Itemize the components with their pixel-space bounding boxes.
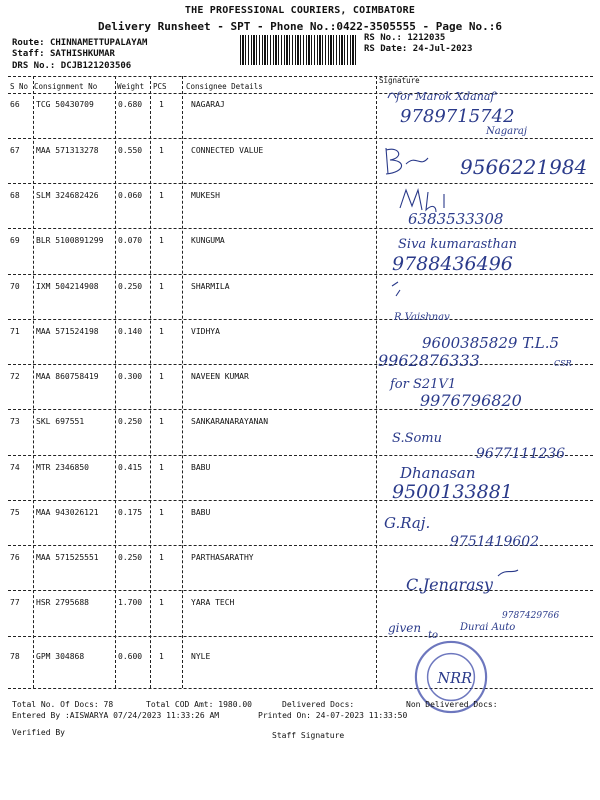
handwritten-name: R.Vaishnav <box>394 312 450 323</box>
row-weight: 0.550 <box>118 146 143 155</box>
rs-date-label: RS Date: <box>364 44 408 54</box>
drs-value: DCJB121203506 <box>60 61 132 71</box>
non-delivered-docs-label: Non Delivered Docs: <box>406 700 498 709</box>
handwritten-phone: 9751419602 <box>450 534 540 550</box>
handwritten-phone: 9788436496 <box>392 253 513 275</box>
handwritten-name: S.Somu <box>392 431 443 446</box>
table-bottom-rule <box>8 688 593 689</box>
handwritten-phone: 9789715742 <box>400 106 515 127</box>
col-rule <box>33 76 34 688</box>
rs-date-line <box>364 44 472 54</box>
handwritten-signature <box>378 320 593 368</box>
drs-line <box>12 61 131 71</box>
row-consignment: TCG 50430709 <box>36 100 94 109</box>
ink-stroke <box>400 190 444 212</box>
staff-label: Staff: <box>12 49 45 59</box>
row-weight: 0.175 <box>118 508 143 517</box>
handwritten-note: for Marok Xdanaf' <box>396 90 498 103</box>
row-pcs: 1 <box>159 598 164 607</box>
staff-line <box>12 49 115 59</box>
row-weight: 0.415 <box>118 463 143 472</box>
row-weight: 0.250 <box>118 282 143 291</box>
row-pcs: 1 <box>159 327 164 336</box>
route-value: CHINNAMETTUPALAYAM <box>49 38 148 48</box>
col-rule <box>376 76 377 688</box>
total-docs-label: Total No. Of Docs: <box>12 700 99 709</box>
row-sno: 77 <box>10 598 20 607</box>
handwritten-phone: 6383533308 <box>408 210 504 228</box>
printed-on: Printed On: 24-07-2023 11:33:50 <box>258 711 408 720</box>
row-sno: 72 <box>10 372 20 381</box>
row-pcs: 1 <box>159 417 164 426</box>
handwritten-name: Siva kumarasthan <box>398 237 517 252</box>
row-consignment: GPM 304868 <box>36 652 85 661</box>
row-sno: 73 <box>10 417 20 426</box>
handwritten-name: Dhanasan <box>400 464 476 482</box>
row-pcs: 1 <box>159 191 164 200</box>
drs-label: DRS No.: <box>12 61 56 71</box>
row-sno: 74 <box>10 463 20 472</box>
row-consignment: MAA 571524198 <box>36 327 99 336</box>
handwritten-name: C.Jenarasy <box>406 575 493 594</box>
handwritten-note: Durai Auto <box>460 622 516 633</box>
row-weight: 0.250 <box>118 553 143 562</box>
total-cod <box>146 700 252 709</box>
handwritten-phone: 9500133881 <box>392 481 513 503</box>
handwritten-signature <box>378 502 593 548</box>
handwritten-signature <box>378 592 593 642</box>
handwritten-signature <box>378 276 593 322</box>
row-consignment: MAA 943026121 <box>36 508 99 517</box>
stamp-initials: NRR <box>437 669 473 687</box>
handwritten-signature <box>378 366 593 412</box>
row-sno: 69 <box>10 236 20 245</box>
row-weight: 0.140 <box>118 327 143 336</box>
row-consignment: MAA 571525551 <box>36 553 99 562</box>
row-pcs: 1 <box>159 372 164 381</box>
handwritten-signature <box>378 76 593 142</box>
row-consignment: MAA 571313278 <box>36 146 99 155</box>
row-weight: 0.600 <box>118 652 143 661</box>
row-weight: 1.700 <box>118 598 143 607</box>
row-consignment: MTR 2346850 <box>36 463 89 472</box>
row-sno: 76 <box>10 553 20 562</box>
handwritten-note: for S21V1 <box>390 377 457 392</box>
handwritten-note: given <box>388 621 422 635</box>
rs-no-value: 1212035 <box>407 33 446 43</box>
handwritten-phone: 9600385829 T.L.5 <box>422 334 560 352</box>
row-consignee: NAVEEN KUMAR <box>191 372 249 381</box>
row-consignee: SHARMILA <box>191 282 230 291</box>
col-consignee: Consignee Details <box>186 82 263 91</box>
handwritten-signature <box>378 412 593 460</box>
row-consignment: BLR 5100891299 <box>36 236 104 245</box>
row-sno: 66 <box>10 100 20 109</box>
row-pcs: 1 <box>159 508 164 517</box>
row-consignee: NAGARAJ <box>191 100 225 109</box>
row-consignee: MUKESH <box>191 191 220 200</box>
handwritten-signature <box>378 230 593 276</box>
rs-no-label: RS No.: <box>364 33 402 43</box>
col-signature: Signature <box>379 76 420 85</box>
handwritten-phone: 9677111236 <box>476 446 566 462</box>
handwritten-phone: 9962876333 <box>378 351 480 370</box>
col-rule <box>182 76 183 688</box>
row-consignee: VIDHYA <box>191 327 220 336</box>
row-sno: 67 <box>10 146 20 155</box>
handwritten-note: CSR <box>554 359 572 368</box>
row-consignment: SKL 697551 <box>36 417 85 426</box>
handwritten-signature <box>378 140 593 184</box>
row-weight: 0.060 <box>118 191 143 200</box>
handwritten-name: G.Raj. <box>384 514 431 532</box>
col-consignment: Consignment No <box>34 82 98 91</box>
ink-stroke <box>388 93 396 98</box>
handwritten-signature <box>378 456 593 502</box>
row-sno: 71 <box>10 327 20 336</box>
runsheet-title: Delivery Runsheet - SPT - Phone No.:0422-3505555 - Page No.:6 <box>98 20 502 33</box>
row-consignee: NYLE <box>191 652 211 661</box>
row-consignee: BABU <box>191 463 211 472</box>
row-pcs: 1 <box>159 652 164 661</box>
staff-value: SATHISHKUMAR <box>49 49 115 59</box>
row-consignee: PARTHASARATHY <box>191 553 254 562</box>
handwritten-signature <box>378 184 593 230</box>
row-consignment: HSR 2795688 <box>36 598 89 607</box>
row-pcs: 1 <box>159 282 164 291</box>
verified-by: Verified By <box>12 728 65 737</box>
route-line <box>12 38 147 48</box>
row-pcs: 1 <box>159 100 164 109</box>
col-weight: Weight <box>117 82 145 91</box>
row-consignment: SLM 324682426 <box>36 191 99 200</box>
handwritten-phone: 9976796820 <box>420 391 522 410</box>
handwritten-phone: 9787429766 <box>502 611 560 621</box>
row-weight: 0.250 <box>118 417 143 426</box>
row-consignee: KUNGUMA <box>191 236 225 245</box>
row-weight: 0.070 <box>118 236 143 245</box>
handwritten-signature <box>378 548 593 594</box>
handwritten-phone: 9566221984 <box>460 155 588 179</box>
handwritten-note: to <box>428 630 439 641</box>
company-name: THE PROFESSIONAL COURIERS, COIMBATORE <box>184 5 416 16</box>
row-weight: 0.300 <box>118 372 143 381</box>
row-sno: 75 <box>10 508 20 517</box>
handwritten-name: Nagaraj <box>486 126 527 137</box>
entered-by: Entered By :AISWARYA 07/24/2023 11:33:26 AM <box>12 711 220 720</box>
row-consignment: IXM 504214908 <box>36 282 99 291</box>
row-consignee: YARA TECH <box>191 598 235 607</box>
delivered-docs-label: Delivered Docs: <box>282 700 355 709</box>
ink-stroke <box>386 148 428 174</box>
total-docs-value: 78 <box>103 700 114 709</box>
total-cod-value: 1980.00 <box>218 700 252 709</box>
row-sno: 78 <box>10 652 20 661</box>
row-pcs: 1 <box>159 236 164 245</box>
row-consignment: MAA 860758419 <box>36 372 99 381</box>
route-label: Route: <box>12 38 45 48</box>
row-weight: 0.680 <box>118 100 143 109</box>
staff-signature: Staff Signature <box>272 731 345 740</box>
row-consignee: SANKARANARAYANAN <box>191 417 269 426</box>
col-rule <box>150 76 151 688</box>
row-consignee: CONNECTED VALUE <box>191 146 264 155</box>
col-sno: S No <box>10 82 29 91</box>
rs-no-line <box>364 33 445 43</box>
row-pcs: 1 <box>159 553 164 562</box>
barcode <box>240 35 358 65</box>
row-sno: 70 <box>10 282 20 291</box>
row-sno: 68 <box>10 191 20 200</box>
row-pcs: 1 <box>159 463 164 472</box>
col-rule <box>115 76 116 688</box>
row-pcs: 1 <box>159 146 164 155</box>
total-cod-label: Total COD Amt: <box>146 700 214 709</box>
ink-stroke <box>392 282 400 296</box>
rs-date-value: 24-Jul-2023 <box>412 44 473 54</box>
row-consignee: BABU <box>191 508 211 517</box>
total-docs <box>12 700 113 709</box>
ink-stroke <box>498 570 518 576</box>
col-pcs: PCS <box>153 82 167 91</box>
